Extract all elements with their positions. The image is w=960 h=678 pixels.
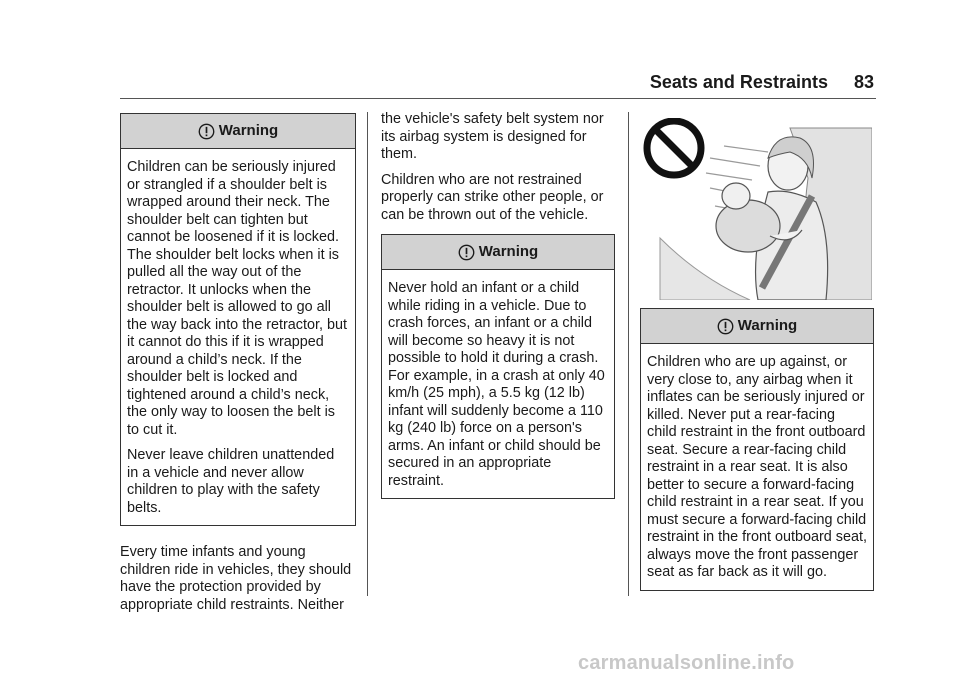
warning-box-shoulder-belt <box>120 113 356 526</box>
warning-title: Warning <box>218 122 279 140</box>
warning-body <box>382 270 614 498</box>
warning-title: Warning <box>737 317 798 335</box>
warning-triangle-icon <box>717 318 734 335</box>
warning-triangle-icon <box>198 123 215 140</box>
no-holding-infant-illustration <box>640 118 872 300</box>
body-paragraph: Children who are not restrained properly can strike other people, or can be thrown out of the vehicle. <box>381 171 604 223</box>
warning-paragraph: Never hold an infant or a child while riding in a vehicle. Due to crash forces, an infant or a child will become so heavy it is not possible to hold it during a crash. For example, in a crash at only 40 km/h (25 mph), a 5.5 kg (12 lb) infant will suddenly become a 110 kg (240 lb) force on a person's arms. An infant or child should be secured in an appropriate restraint. <box>388 280 605 489</box>
warning-triangle-icon <box>458 244 475 261</box>
warning-body <box>641 344 873 590</box>
body-paragraph: the vehicle's safety belt system nor its airbag system is designed for them. <box>381 111 604 162</box>
warning-paragraph: Children who are up against, or very close to, any airbag when it inflates can be seriously injured or killed. Never put a rear-facing child restraint in the front outboard seat. Secure a rear-facing child restraint in a rear seat. It is also better to secure a forward-facing child restraint in a rear seat. If you must secure a forward-facing child restraint in the front outboard seat, always move the front passenger seat as far back as it will go. <box>647 354 867 580</box>
warning-paragraph: Children can be seriously injured or strangled if a shoulder belt is wrapped around their neck. The shoulder belt can tighten but cannot be loosened if it is locked. The shoulder belt locks when it is pulled all the way out of the retractor. It unlocks when the shoulder belt is allowed to go all the way back into the retractor, but it cannot do this if it is wrapped around a child’s neck. If the shoulder belt is locked and tightened around a child’s neck, the only way to loosen the belt is to cut it. <box>127 159 347 438</box>
body-paragraph: Every time infants and young children ride in vehicles, they should have the protection provided by appropriate child restraints. Neither <box>120 544 352 613</box>
column-1 <box>120 113 356 614</box>
column-divider-2 <box>628 112 629 596</box>
warning-header <box>382 235 614 270</box>
warning-box-holding-infant <box>381 234 615 499</box>
warning-body <box>121 149 355 525</box>
watermark: carmanualsonline.info <box>578 652 795 674</box>
warning-paragraph: Never leave children unattended in a vehicle and never allow children to play with the safety belts. <box>127 447 335 516</box>
column-3 <box>640 308 874 591</box>
header-rule <box>120 98 876 99</box>
column-2 <box>381 111 615 499</box>
warning-header <box>121 114 355 149</box>
column-divider-1 <box>367 112 368 596</box>
page-number: 83 <box>853 72 874 92</box>
section-title: Seats and Restraints <box>649 72 828 92</box>
warning-box-airbag <box>640 308 874 591</box>
page-header <box>650 72 874 93</box>
warning-header <box>641 309 873 344</box>
warning-title: Warning <box>478 243 539 261</box>
